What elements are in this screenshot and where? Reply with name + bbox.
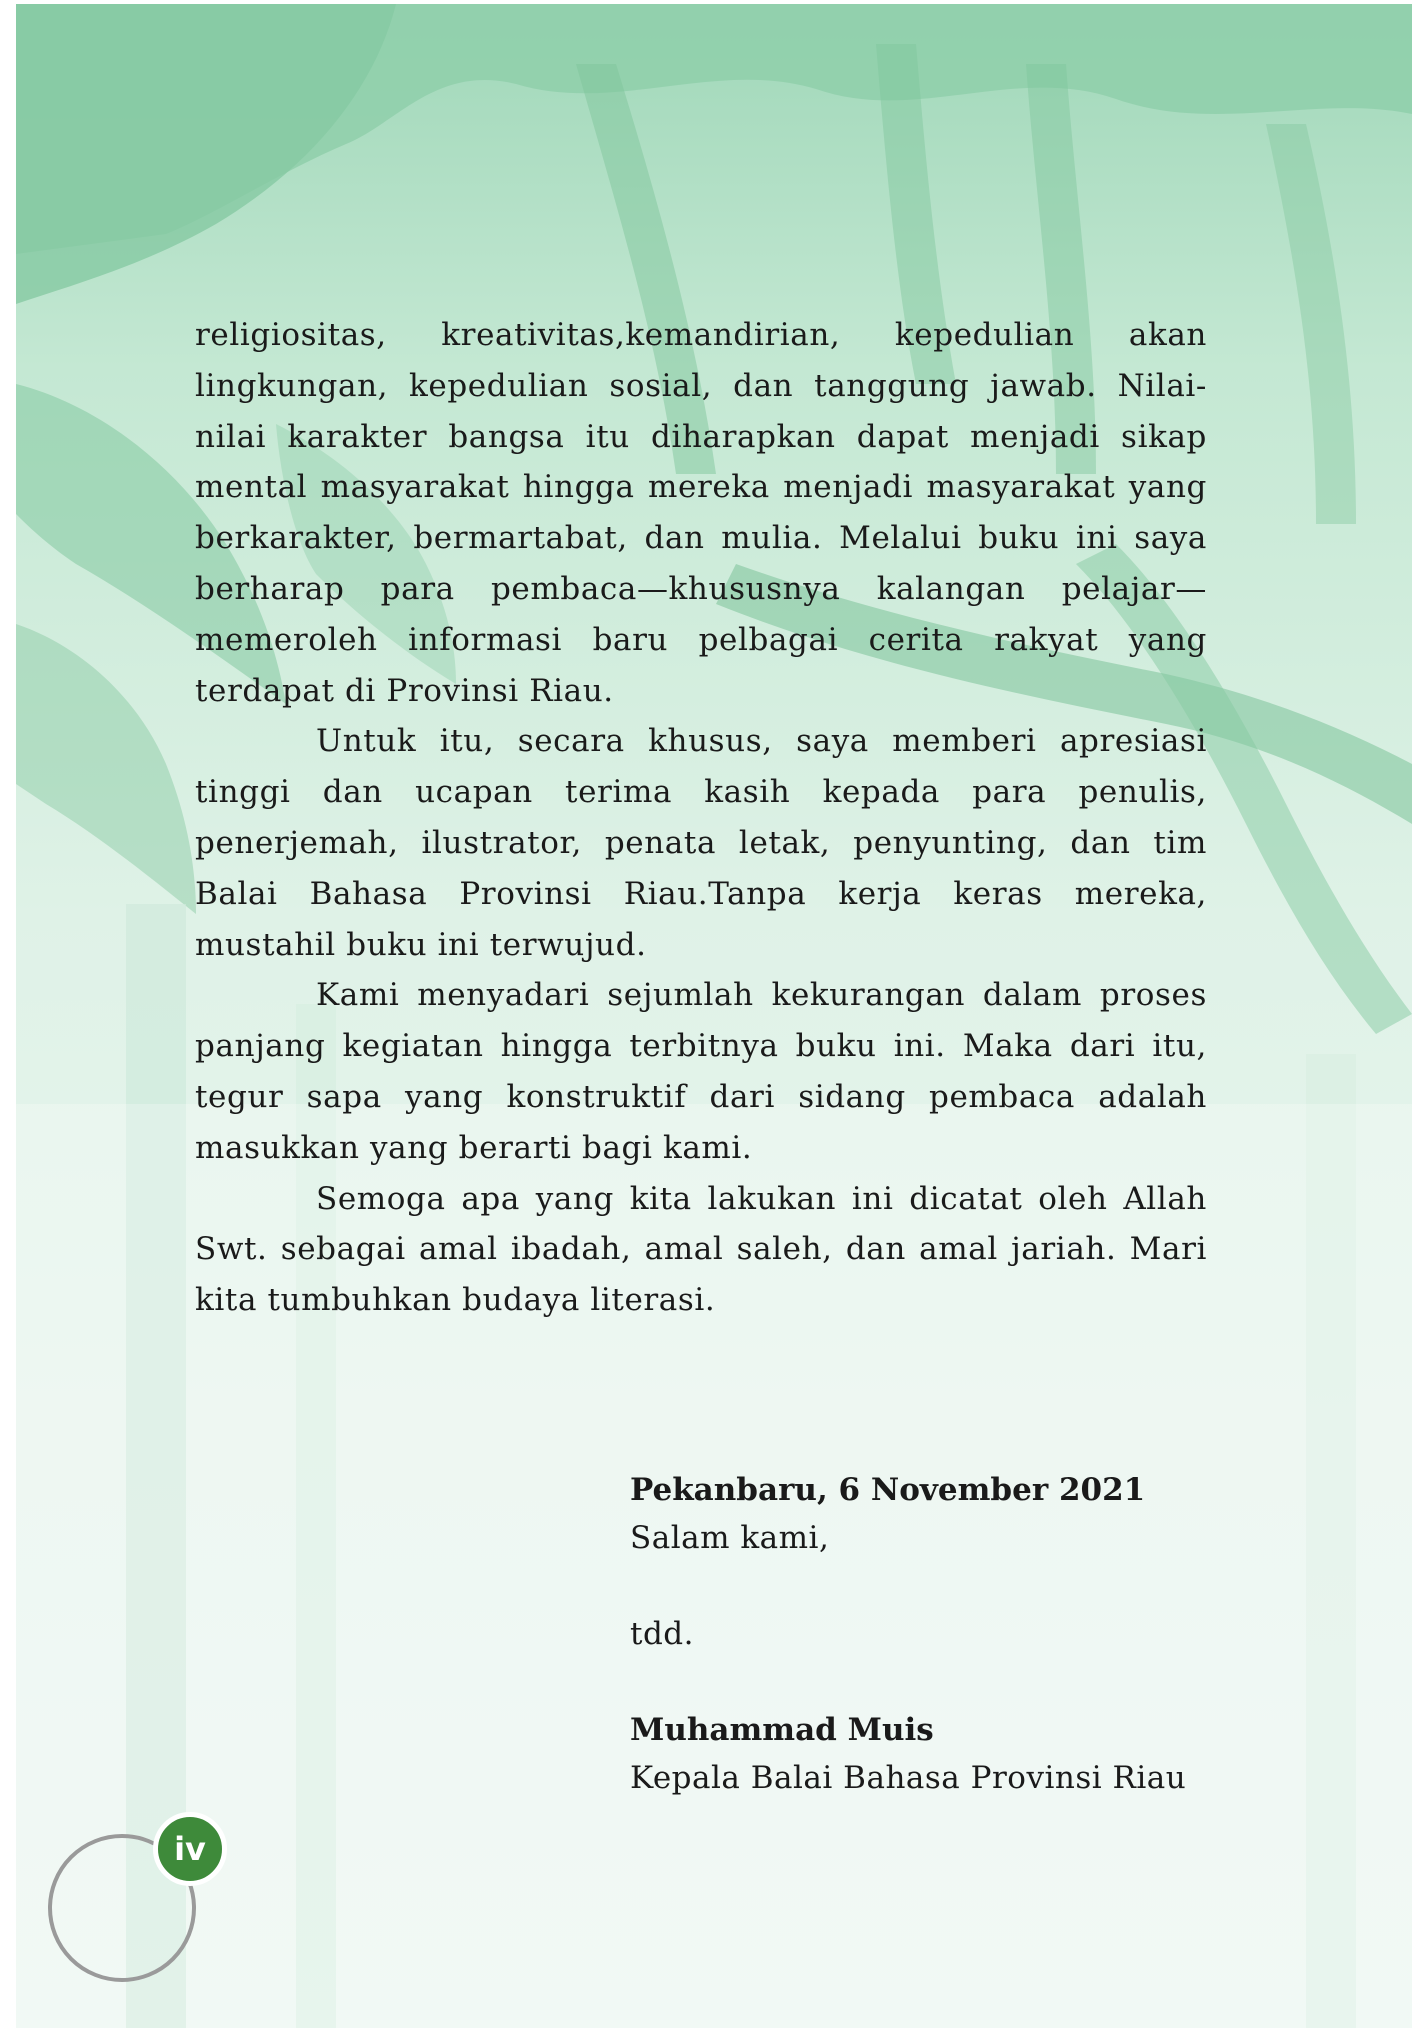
paragraph-4: Semoga apa yang kita lakukan ini dicatat oleh Allah Swt. sebagai amal ibadah, amal saleh, dan amal jariah. Mari kita tumbuhkan budaya literasi.: [195, 1180, 1207, 1319]
tdd-mark: tdd.: [630, 1616, 694, 1652]
signature-block: [630, 1466, 1330, 1802]
paragraph-2: Untuk itu, secara khusus, saya memberi apresiasi tinggi dan ucapan terima kasih kepada para penulis, penerjemah, ilustrator, penata letak, penyunting, dan tim Balai Bahasa Provinsi Riau.Tanpa kerja keras mereka, mustahil buku ini terwujud.: [195, 723, 1207, 963]
spacer: [630, 1562, 1330, 1610]
signatory-title: Kepala Balai Bahasa Provinsi Riau: [630, 1760, 1187, 1796]
spacer: [630, 1658, 1330, 1706]
body-text: [195, 310, 1207, 1326]
paragraph-3: Kami menyadari sejumlah kekurangan dalam proses panjang kegiatan hingga terbitnya buku ini. Maka dari itu, tegur sapa yang konstruktif dari sidang pembaca adalah masukkan yang berarti bagi kami.: [195, 977, 1207, 1166]
signatory-name: Muhammad Muis: [630, 1712, 934, 1748]
paragraph-1: religiositas, kreativitas,kemandirian, kepedulian akan lingkungan, kepedulian sosial, dan tanggung jawab. Nilai-nilai karakter bangsa itu diharapkan dapat menjadi sikap mental masyarakat hingga mereka menjadi masyarakat yang berkarakter, bermartabat, dan mulia. Melalui buku ini saya berharap para pembaca—khususnya kalangan pelajar—memeroleh informasi baru pelbagai cerita rakyat yang terdapat di Provinsi Riau.: [195, 317, 1207, 709]
greeting: Salam kami,: [630, 1520, 830, 1556]
page-number: iv: [153, 1812, 227, 1886]
place-date: Pekanbaru, 6 November 2021: [630, 1472, 1146, 1508]
